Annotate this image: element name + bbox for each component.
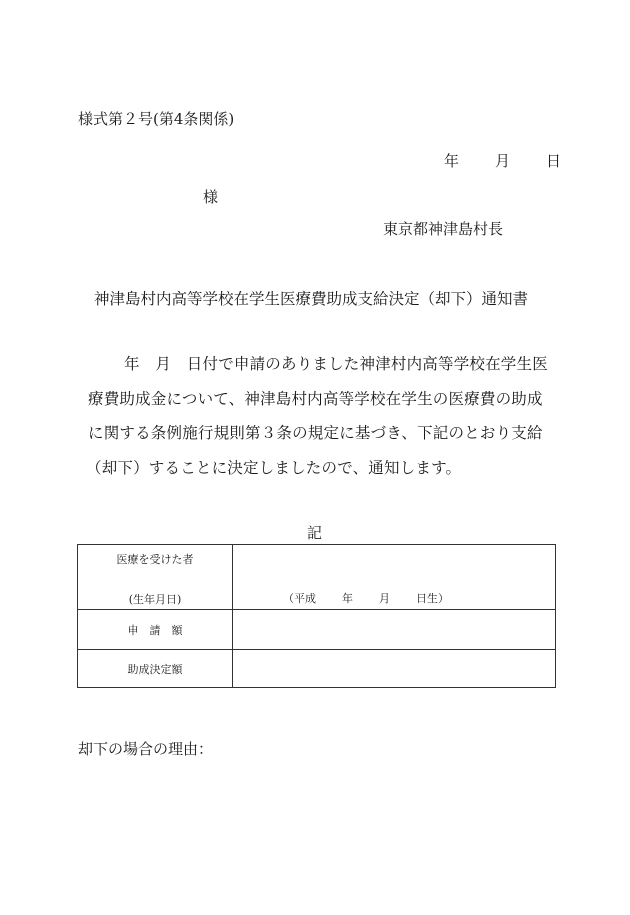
decision-table — [77, 544, 556, 688]
issuer-name: 東京都神津島村長 — [383, 220, 504, 238]
recipient-label: 医療を受けた者 — [116, 553, 194, 566]
issue-date — [444, 150, 561, 171]
notice-body — [88, 347, 560, 485]
recipient-value-cell — [233, 545, 556, 610]
date-day-label: 日 — [546, 152, 562, 170]
decided-amount-value — [233, 650, 556, 688]
date-year-label: 年 — [444, 152, 460, 170]
recipient-label-cell — [78, 545, 233, 610]
document-title: 神津島村内高等学校在学生医療費助成支給決定（却下）通知書 — [94, 290, 529, 308]
birthdate-era: （平成 — [283, 592, 316, 605]
body-line: （却下）することに決定しましたので、通知します。 — [86, 458, 462, 477]
body-line: 療費助成金について、神津島村内高等学校在学生の医療費の助成 — [88, 389, 543, 408]
body-line: 年 月 日付で申請のありました神津村内高等学校在学生医 — [124, 355, 548, 373]
birthdate-label: (生年月日) — [128, 593, 182, 606]
table-row — [78, 650, 556, 688]
rejection-reason-label: 却下の場合の理由： — [78, 740, 214, 758]
body-line: に関する条例施行規則第３条の規定に基づき、下記のとおり支給 — [88, 424, 543, 442]
table-row — [78, 610, 556, 650]
birthdate-day-label: 日生） — [416, 592, 449, 605]
addressee-suffix: 様 — [203, 188, 219, 206]
note-mark: 記 — [307, 524, 323, 542]
application-amount-value — [233, 610, 556, 650]
date-month-label: 月 — [495, 152, 511, 170]
table-row — [78, 545, 556, 610]
decided-amount-label: 助成決定額 — [78, 650, 233, 688]
birthdate-month-label: 月 — [379, 592, 390, 605]
birthdate-year-label: 年 — [342, 592, 353, 605]
birthdate-format — [283, 590, 449, 606]
form-number: 様式第２号(第4条関係) — [78, 110, 235, 128]
application-amount-label: 申 請 額 — [78, 610, 233, 650]
